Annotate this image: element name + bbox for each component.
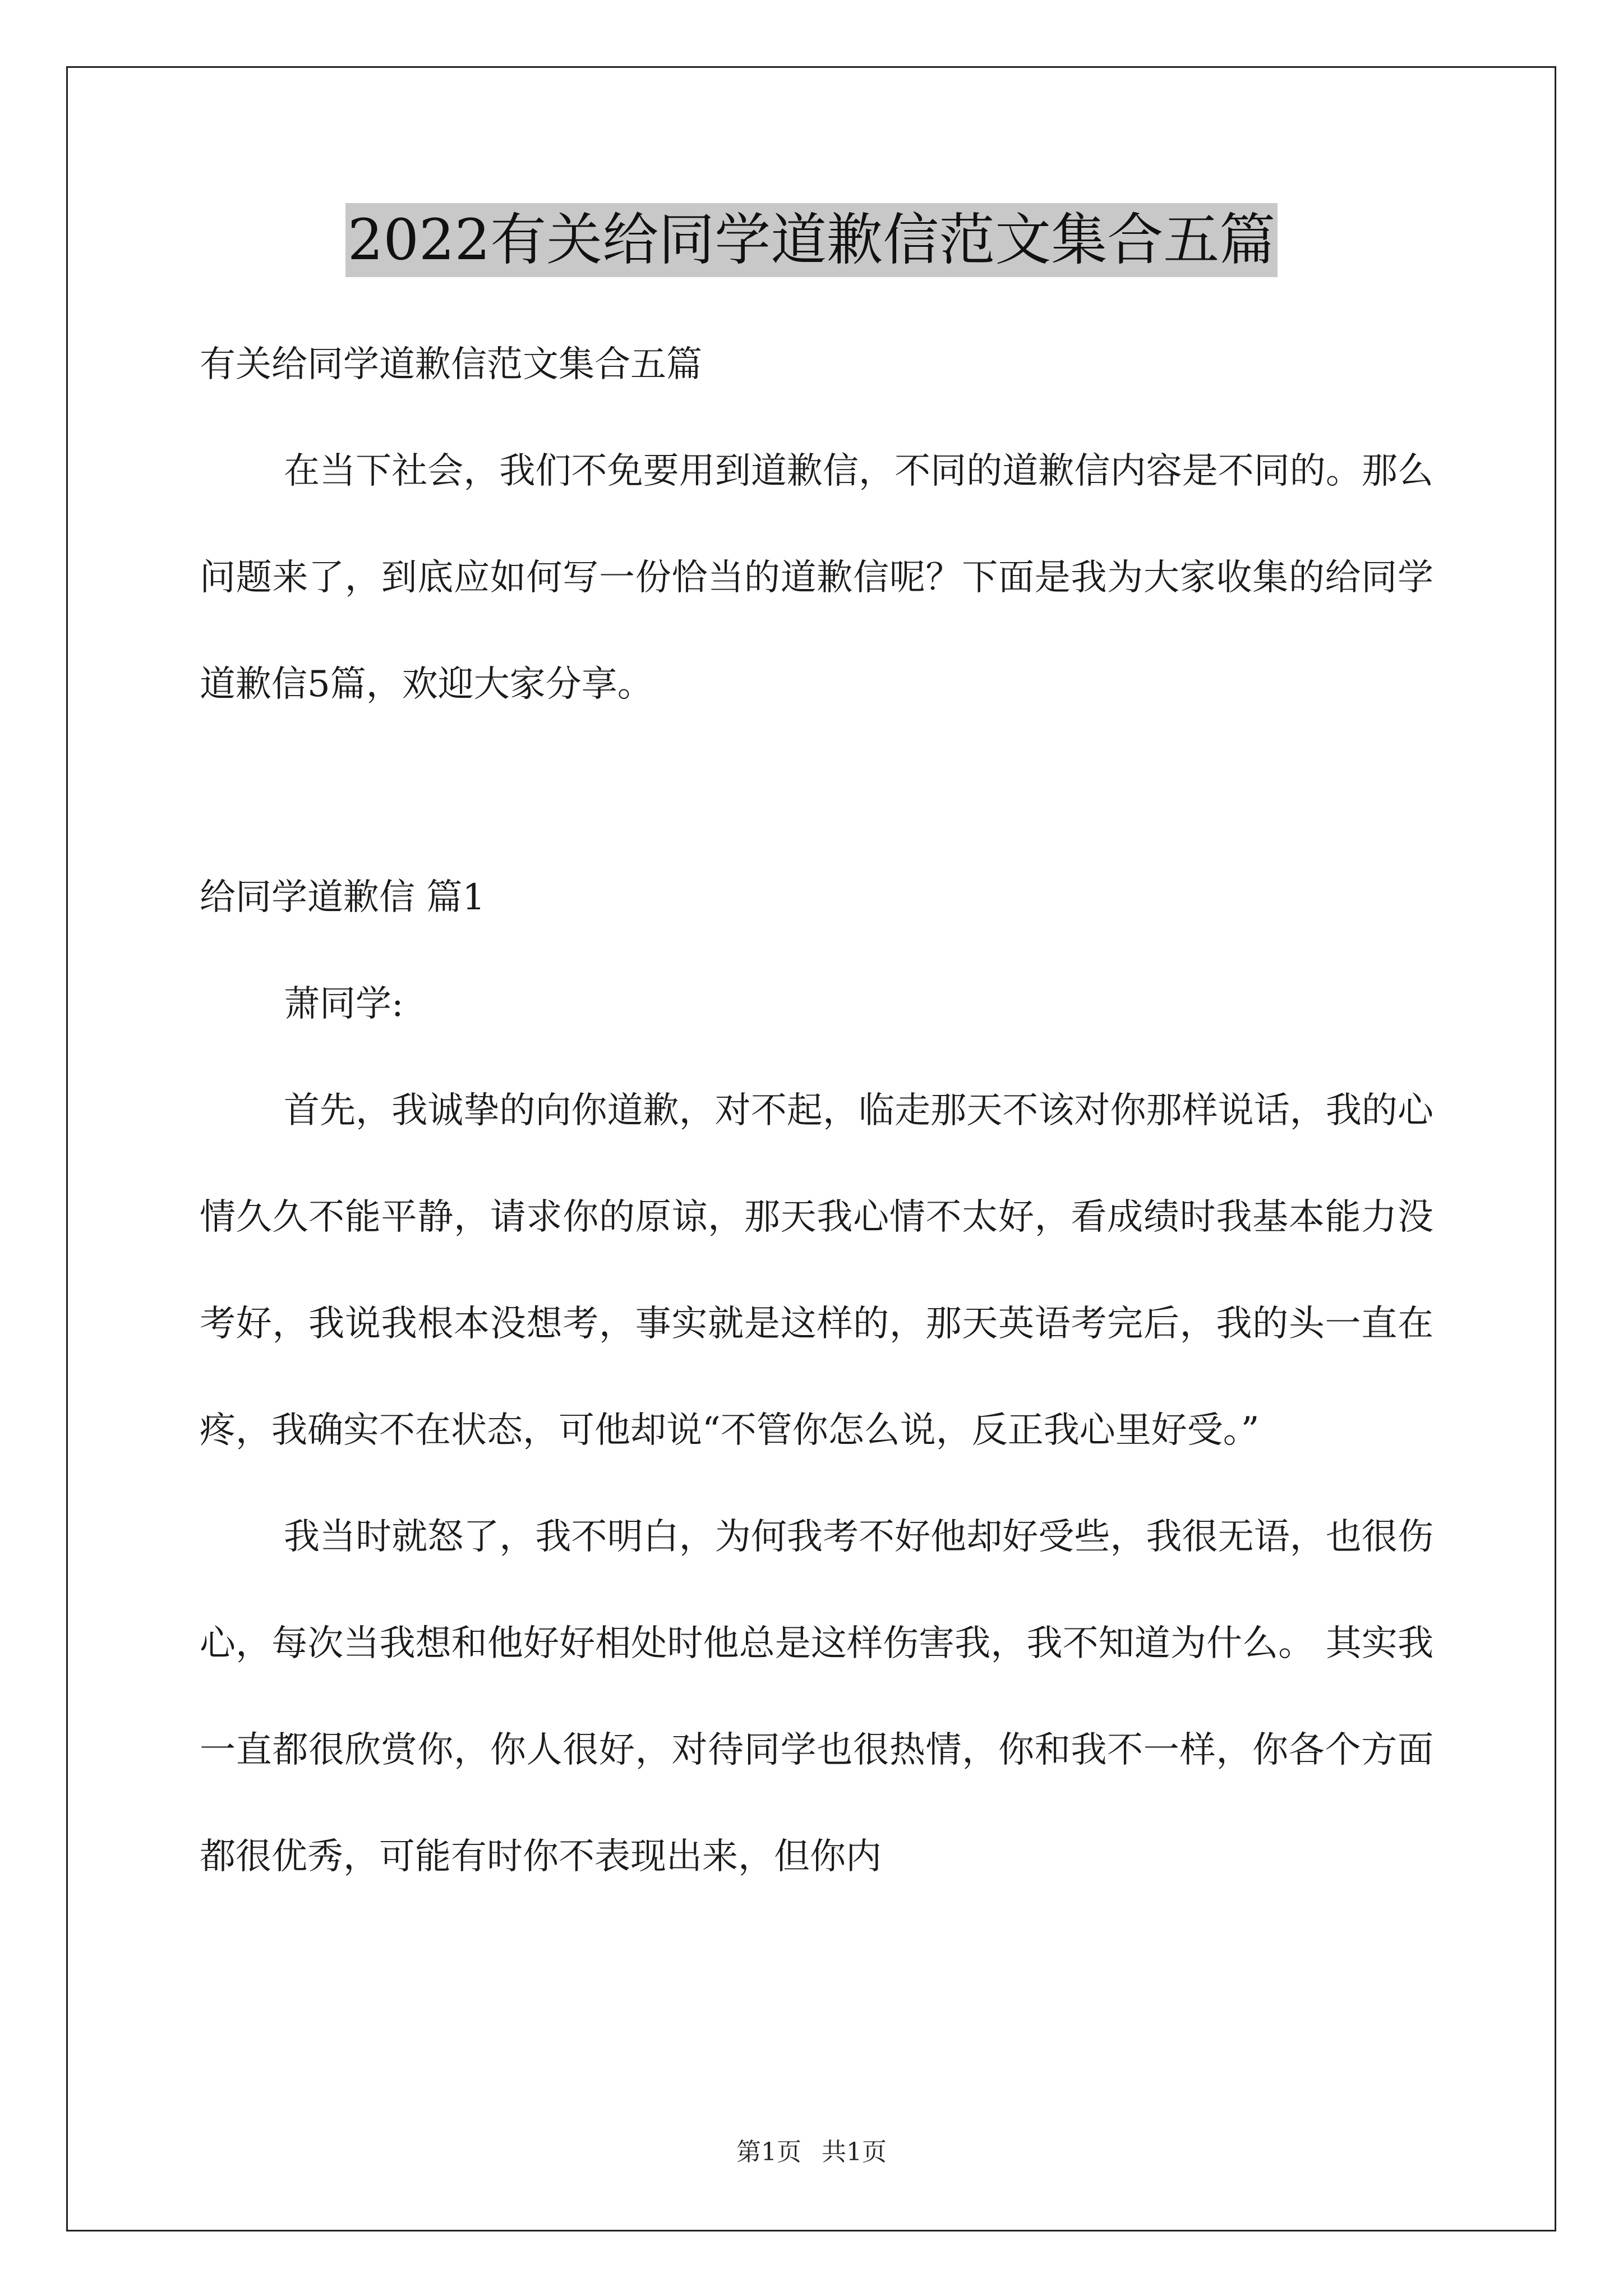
document-subtitle: 有关给同学道歉信范文集合五篇 (200, 344, 702, 385)
body-paragraph-2: 我当时就怒了，我不明白，为何我考不好他却好受些，我很无语，也很伤心，每次当我想和他好好相处时他总是这样伤害我，我不知道为什么。 其实我一直都很欣赏你，你人很好，对待同学也很热情，你和我不一样，你各个方面都很优秀，可能有时你不表现出来，但你内 (200, 1516, 1433, 1878)
document-title: 2022有关给同学道歉信范文集合五篇 (345, 203, 1278, 277)
intro-paragraph: 在当下社会，我们不免要用到道歉信，不同的道歉信内容是不同的。那么问题来了，到底应如何写一份恰当的道歉信呢？下面是我为大家收集的给同学道歉信5篇，欢迎大家分享。 (200, 450, 1433, 705)
page-number-total: 共1页 (822, 2138, 887, 2166)
page-footer (0, 2132, 1623, 2168)
salutation: 萧同学: (284, 983, 404, 1025)
title-area (0, 203, 1623, 277)
body-paragraph-1: 首先，我诚挚的向你道歉，对不起，临走那天不该对你那样说话，我的心情久久不能平静，请求你的原谅，那天我心情不太好，看成绩时我基本能力没考好，我说我根本没想考，事实就是这样的，那天英语考完后，我的头一直在疼，我确实不在状态，可他却说“不管你怎么说，反正我心里好受。” (200, 1090, 1433, 1451)
paragraph-spacer (200, 738, 1433, 844)
document-body (200, 311, 1433, 1910)
section-heading: 给同学道歉信 篇1 (200, 877, 486, 918)
page-number-current: 第1页 (736, 2138, 801, 2166)
